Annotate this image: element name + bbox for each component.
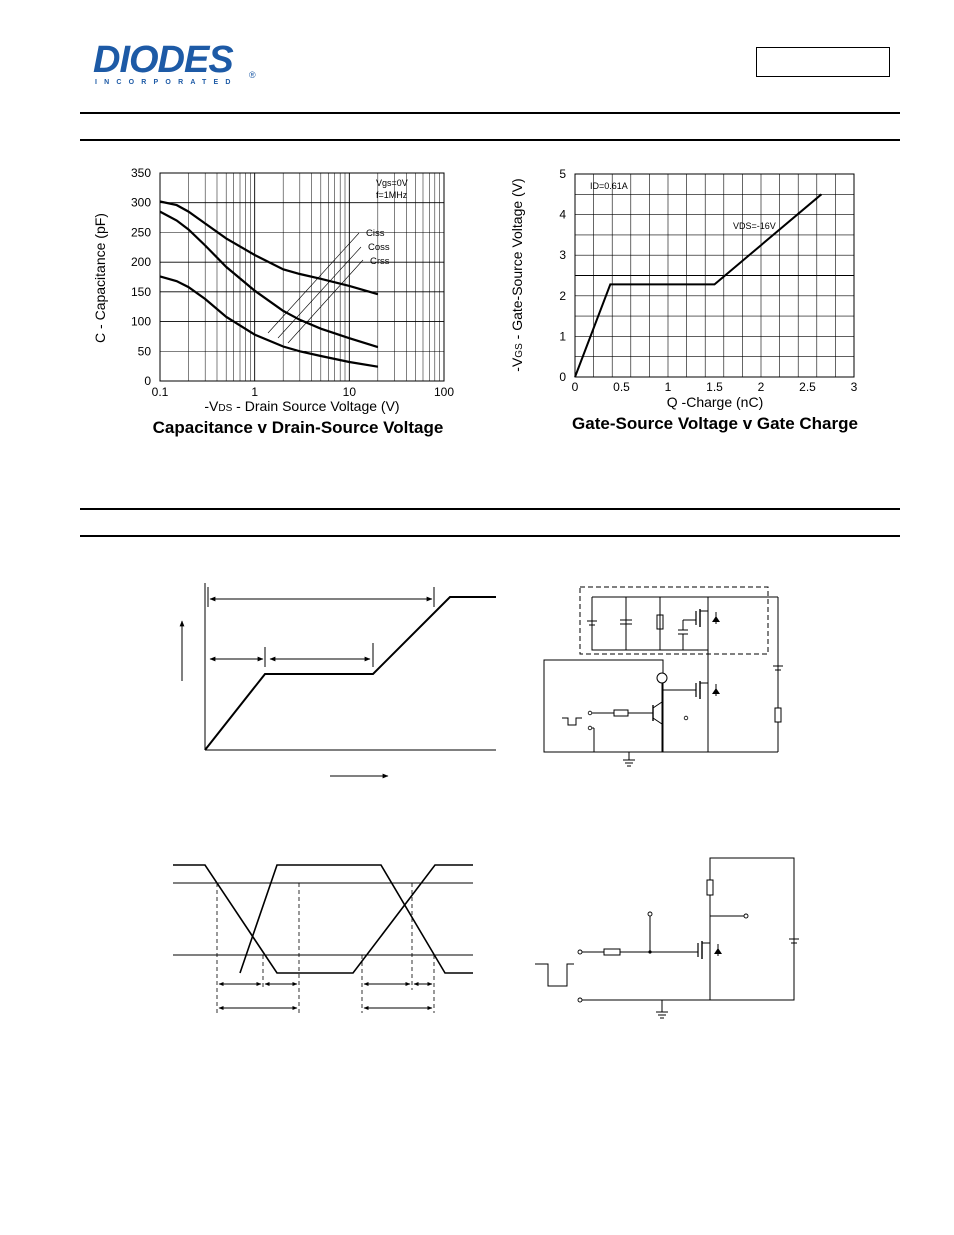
part-number-box [756, 47, 890, 77]
capacitance-plot-frame [160, 173, 444, 381]
legend-leader-ciss [268, 233, 359, 333]
gate-charge-x-tick-label: 2 [757, 380, 765, 394]
gate-charge-test-circuit [540, 580, 790, 775]
header-rule-top [80, 112, 900, 114]
gate-charge-annotation-id: ID=0.61A [590, 181, 628, 191]
header-rule-bottom [80, 139, 900, 141]
switching-test-circuit [530, 850, 800, 1025]
switching-drain-resistor [707, 880, 713, 895]
switching-input-pulse [535, 964, 574, 986]
gate-charge-x-tick-label: 3 [850, 380, 858, 394]
circuit-driver-box [544, 660, 663, 752]
switching-vgs-probe-terminal [648, 912, 652, 916]
capacitance-y-tick-label: 200 [130, 255, 151, 270]
gate-charge-x-tick-label: 1 [664, 380, 672, 394]
gate-charge-y-tick-label: 5 [559, 167, 566, 181]
gate-charge-y-tick-label: 1 [559, 329, 566, 344]
gate-charge-y-tick-label: 3 [559, 248, 566, 263]
company-logo [93, 40, 263, 90]
capacitance-x-axis-label: -VDS - Drain Source Voltage (V) [204, 398, 400, 414]
circuit-current-source [657, 673, 667, 683]
capacitance-condition-freq: f=1MHz [376, 190, 408, 200]
waveform-trace [205, 597, 496, 750]
gate-charge-x-axis-label: Q -Charge (nC) [666, 394, 764, 410]
legend-leader-coss [278, 247, 361, 338]
gate-charge-chart-title: Gate-Source Voltage v Gate Charge [572, 414, 858, 433]
gate-charge-grid [575, 174, 854, 377]
circuit-input-terminal-b [588, 726, 592, 730]
capacitance-y-tick-label: 100 [130, 314, 151, 329]
circuit-input-terminal-a [588, 711, 592, 715]
switching-waveform-diagram [165, 850, 485, 1025]
switching-input-terminal-a [578, 950, 582, 954]
circuit-input-pulse [562, 718, 582, 725]
switching-gate-waveform [240, 865, 473, 973]
logo-registered-mark: ® [249, 70, 256, 80]
legend-coss: Coss [368, 242, 390, 253]
mosfet-dut-diode-arrow [712, 688, 720, 694]
capacitance-chart [80, 150, 500, 450]
capacitance-grid [160, 173, 444, 381]
mosfet-top-diode-arrow [712, 616, 720, 622]
gate-charge-x-tick-label: 2.5 [799, 380, 816, 394]
switching-circuit-top-wire [710, 858, 794, 1000]
circuit-bjt-collector [653, 702, 662, 708]
gate-charge-x-tick-label: 0.5 [613, 380, 630, 394]
switching-output-terminal [744, 914, 748, 918]
circuit-bjt-emitter [653, 718, 662, 724]
gate-charge-x-tick-label: 0 [571, 380, 579, 394]
switching-input-terminal-b [578, 998, 582, 1002]
circuit-node-dot [684, 716, 688, 720]
capacitance-x-tick-label: 1 [251, 385, 259, 399]
capacitance-x-tick-label: 0.1 [151, 385, 169, 399]
gate-charge-y-tick-label: 4 [559, 207, 566, 222]
capacitance-y-tick-label: 300 [130, 195, 151, 210]
switching-drain-waveform [173, 865, 473, 973]
capacitance-y-tick-label: 0 [144, 374, 151, 388]
logo-subtitle: INCORPORATED [95, 79, 238, 86]
capacitance-chart-title: Capacitance v Drain-Source Voltage [152, 418, 444, 437]
switching-gate-resistor [604, 949, 620, 955]
logo-wordmark: DIODES [93, 39, 233, 81]
gate-charge-x-tick-label: 1.5 [706, 380, 723, 394]
capacitance-y-axis-label: C - Capacitance (pF) [92, 213, 108, 343]
capacitance-y-tick-label: 50 [137, 344, 151, 359]
gate-charge-annotation-vds: VDS=-16V [733, 221, 776, 231]
capacitance-y-tick-label: 150 [130, 284, 151, 299]
capacitance-y-tick-label: 350 [130, 166, 151, 180]
capacitance-condition-vgs: Vgs=0V [376, 178, 408, 188]
mosfet-top-drain-source [700, 597, 708, 611]
circuit-load-resistor [775, 708, 781, 722]
section-rule-top [80, 508, 900, 510]
capacitance-x-tick-label: 10 [342, 385, 357, 399]
capacitance-x-tick-label: 100 [433, 385, 455, 399]
switching-mosfet-diode-arrow [714, 948, 722, 954]
gate-charge-y-tick-label: 2 [559, 288, 566, 303]
gate-charge-chart [500, 150, 900, 450]
capacitance-y-tick-label: 250 [130, 225, 151, 240]
legend-crss: Crss [370, 256, 390, 267]
circuit-inner-loop [592, 597, 708, 650]
legend-ciss: Ciss [366, 228, 385, 239]
gate-charge-waveform-diagram [170, 575, 510, 790]
section-rule-bottom [80, 535, 900, 537]
gate-charge-y-axis-label: -VGS - Gate-Source Voltage (V) [509, 178, 525, 372]
circuit-base-resistor [614, 710, 628, 716]
gate-charge-y-tick-label: 0 [559, 370, 566, 384]
